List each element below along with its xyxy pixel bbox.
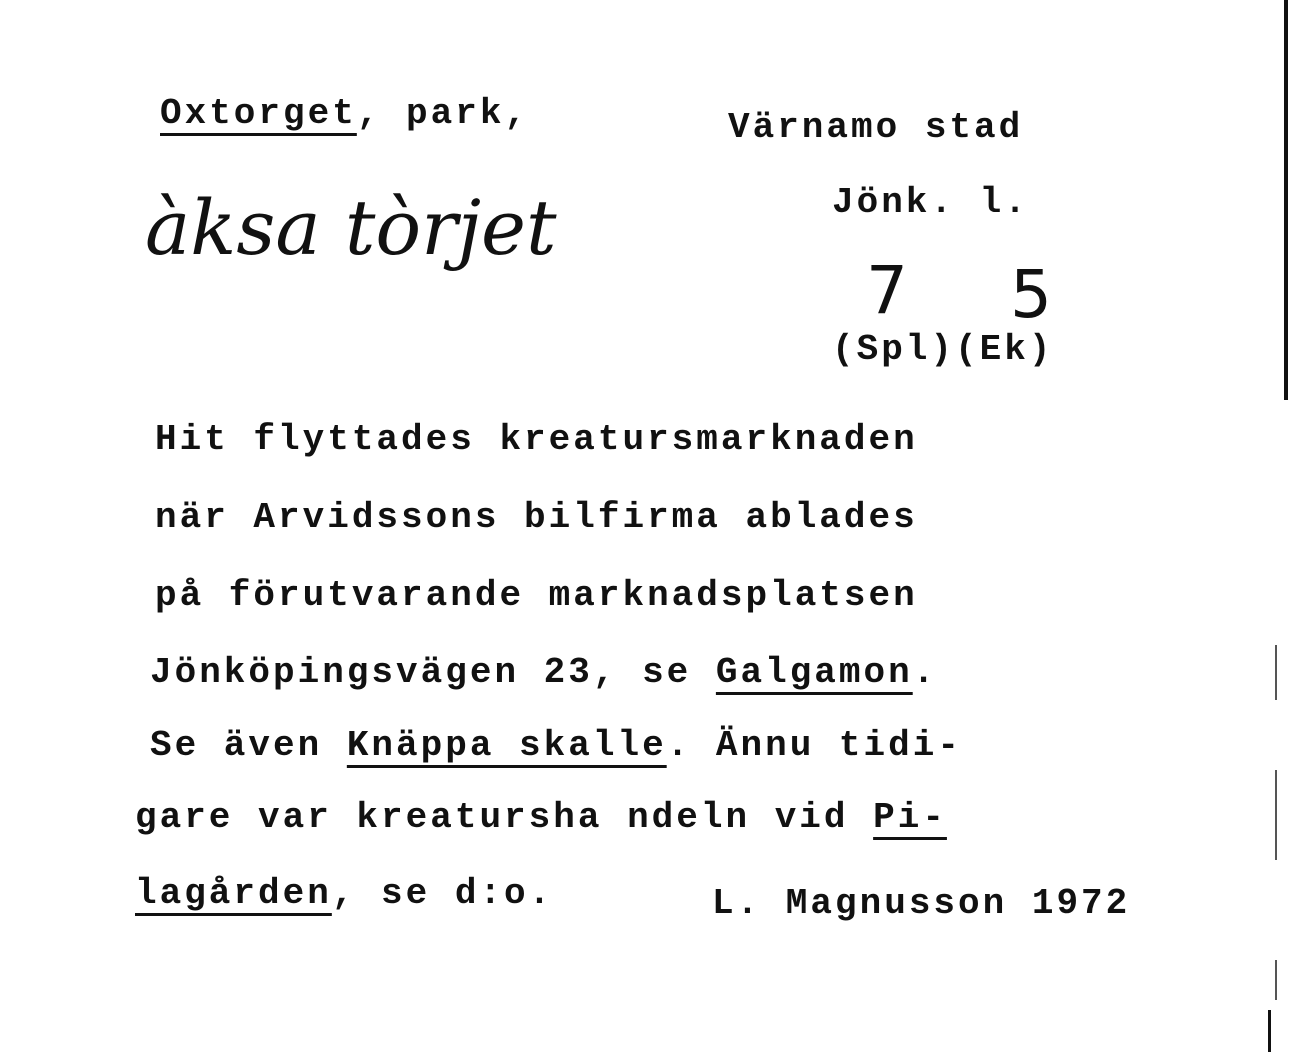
cross-reference-pilagarden-part1: Pi- [873, 797, 947, 838]
body-line-5 [150, 725, 962, 766]
code-left: 7 [866, 252, 908, 329]
body-line-4-text: Jönköpingsvägen 23, se [150, 652, 716, 693]
county: Jönk. l. [832, 182, 1029, 223]
municipality: Värnamo stad [728, 107, 1024, 148]
cross-reference-knappa-skalle: Knäppa skalle [346, 725, 667, 766]
body-line-1: Hit flyttades kreatursmarknaden [155, 419, 918, 460]
place-type: , park, [356, 93, 530, 134]
body-line-3: på förutvarande marknadsplatsen [155, 575, 918, 616]
body-line-7-text: , se d:o. [331, 873, 554, 914]
code-labels: (Spl)(Ek) [832, 329, 1054, 370]
card-edge-line [1284, 0, 1288, 400]
signature: L. Magnusson 1972 [712, 883, 1131, 924]
place-heading [160, 93, 530, 134]
body-line-2: när Arvidssons bilfirma ablades [155, 497, 918, 538]
body-line-7 [135, 873, 554, 914]
code-right: 5 [1010, 256, 1052, 333]
place-name: Oxtorget [160, 93, 357, 134]
card-edge-line-bottom [1268, 1010, 1271, 1052]
body-line-6-text: gare var kreatursha ndeln vid [135, 797, 874, 838]
cross-reference-galgamon: Galgamon [715, 652, 913, 693]
body-line-4 [150, 652, 938, 693]
phonetic-transcription: àksa tòrjet [145, 183, 557, 272]
body-line-5-end: . Ännu tidi- [666, 725, 962, 766]
body-line-6 [135, 797, 947, 838]
card-edge-dash [1275, 645, 1277, 700]
cross-reference-pilagarden-part2: lagården [135, 873, 332, 914]
card-edge-dash [1275, 960, 1277, 1000]
body-line-4-end: . [912, 652, 938, 693]
card-edge-dash [1275, 770, 1277, 860]
body-line-5-text: Se även [150, 725, 347, 766]
